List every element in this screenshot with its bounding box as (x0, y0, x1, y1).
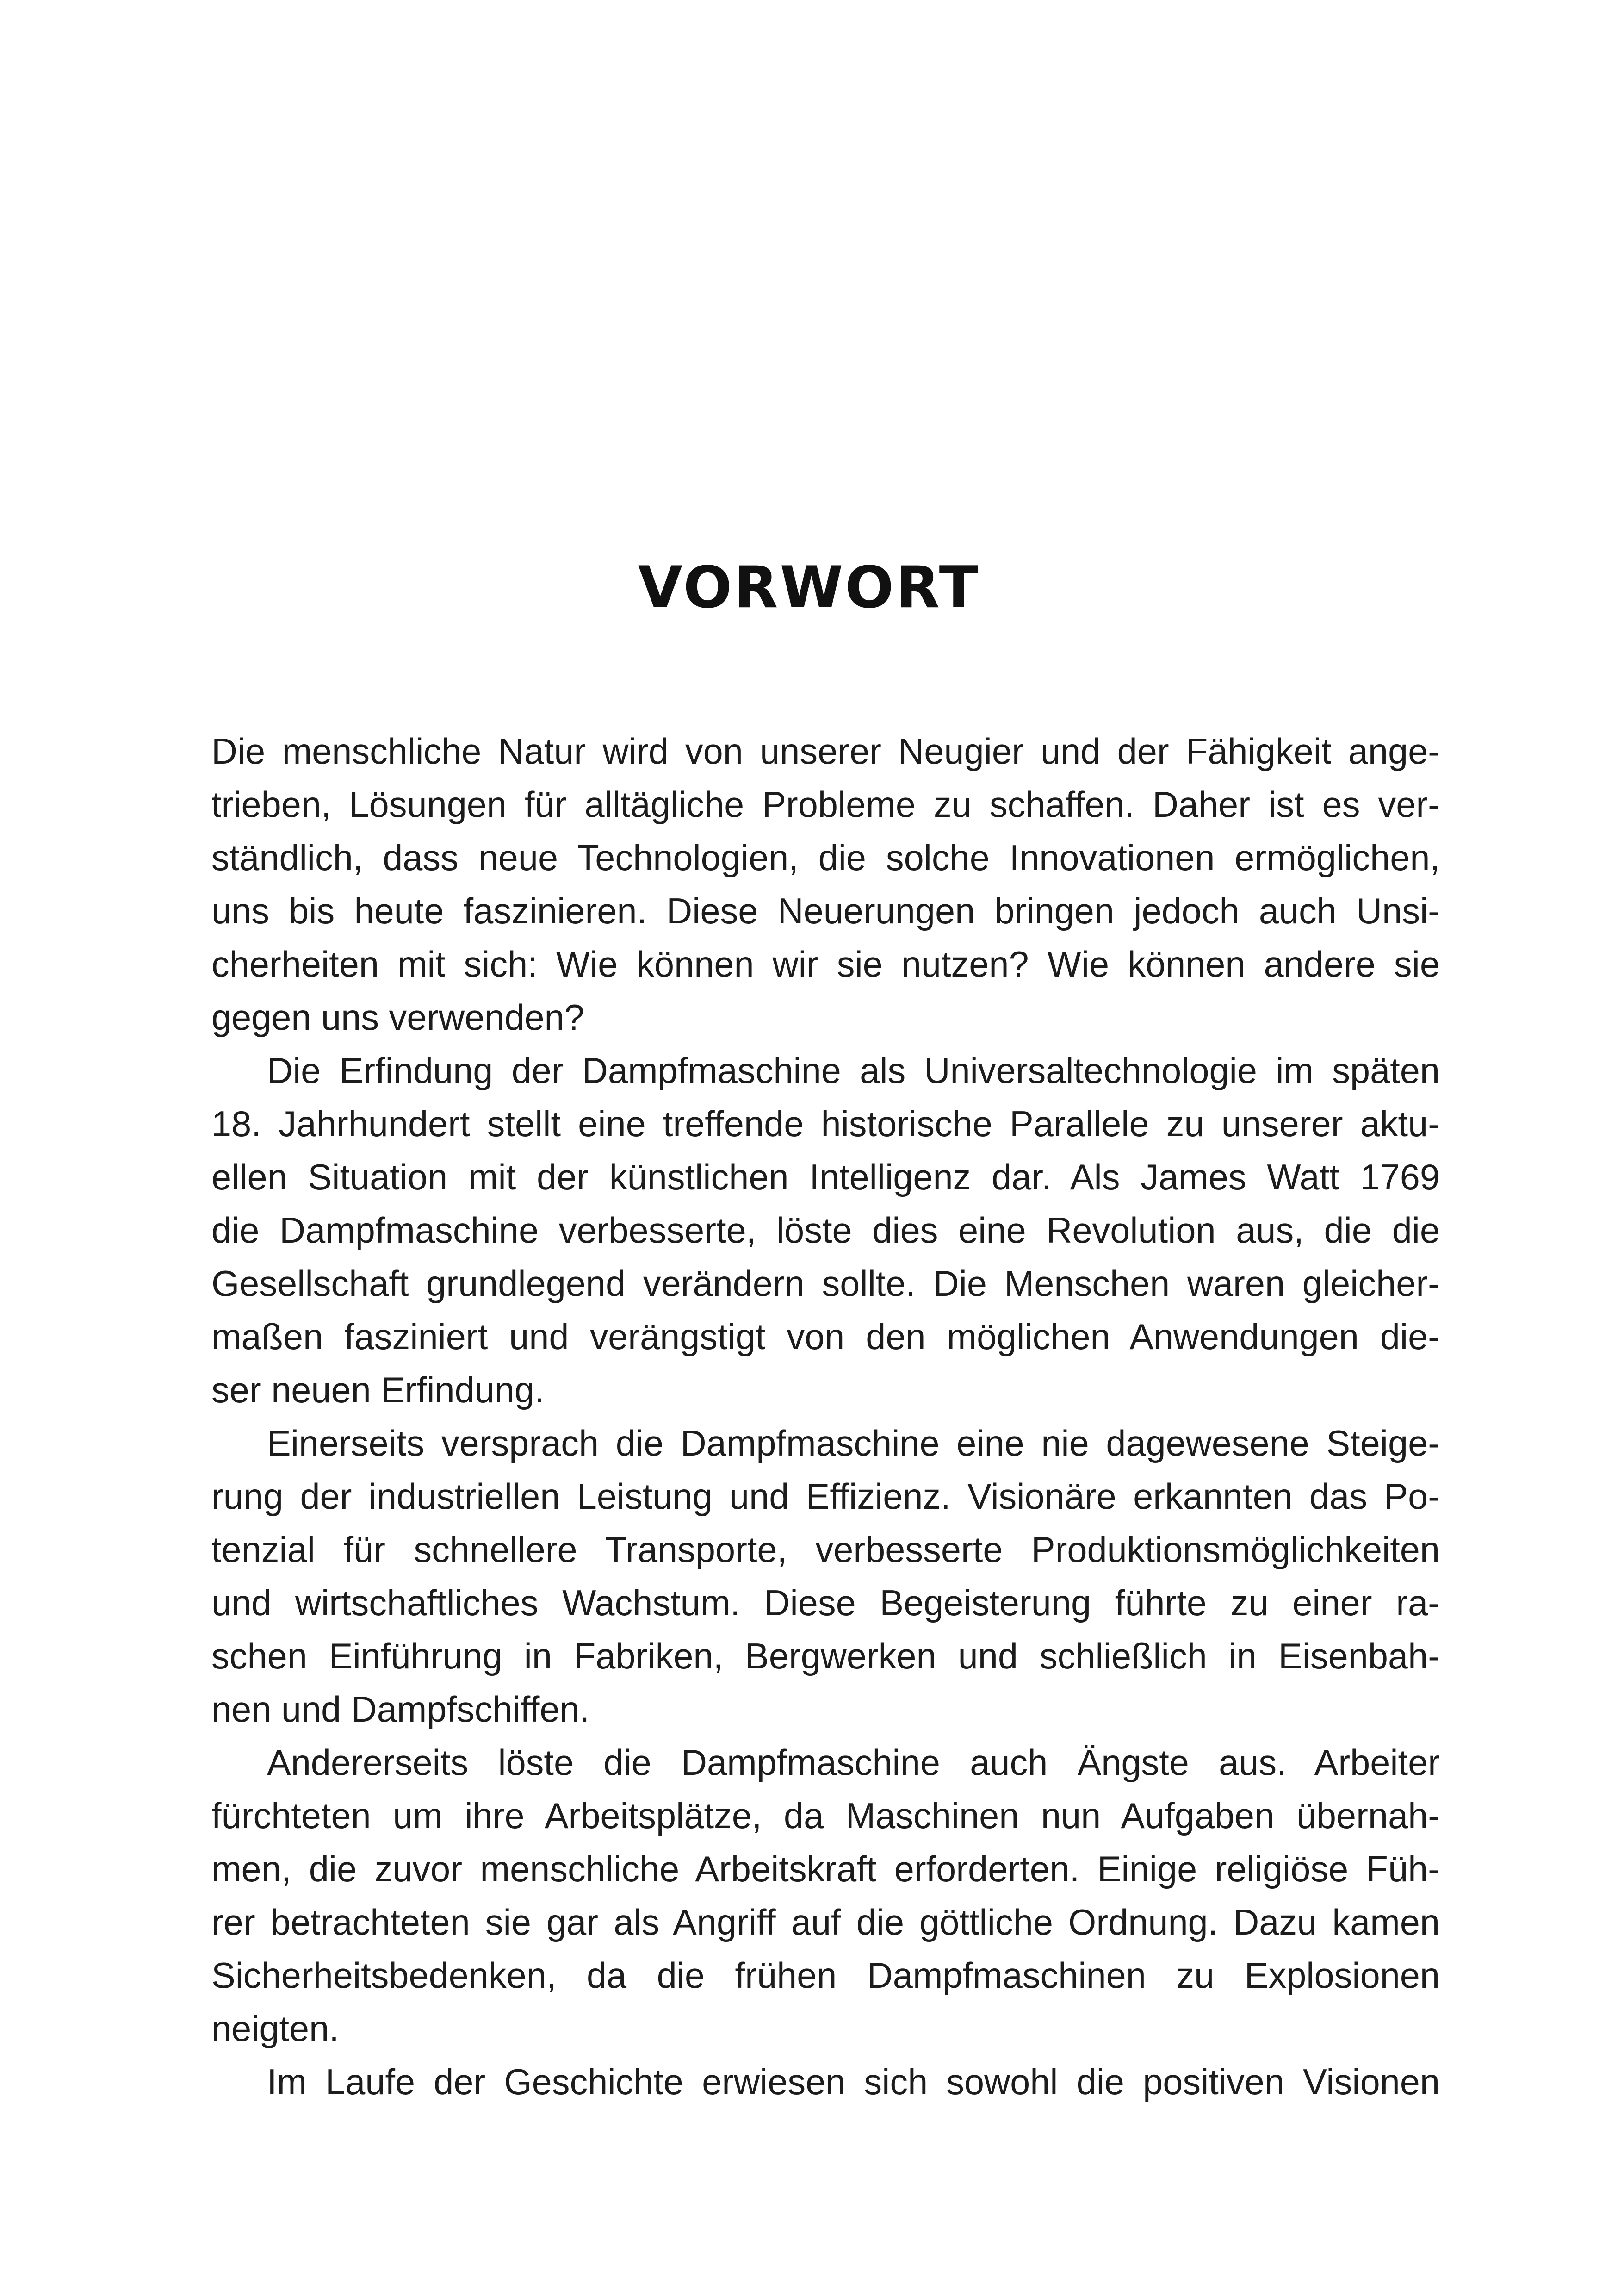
text-line: nen und Dampfschiffen. (211, 1690, 590, 1730)
text-line: rung der industriellen Leistung und Effizienz. Visionäre erkannten das Po- (211, 1477, 1440, 1517)
text-line: Im Laufe der Geschichte erwiesen sich sowohl die positiven Visionen (267, 2062, 1440, 2102)
text-line: Gesellschaft grundlegend verändern sollte. Die Menschen waren gleicher- (211, 1264, 1440, 1304)
paragraph (211, 1045, 1440, 1417)
text-line: Sicherheitsbedenken, da die frühen Dampfmaschinen zu Explosionen (211, 1956, 1440, 1996)
text-line: neigten. (211, 2009, 339, 2049)
chapter-title: VORWORT (638, 554, 980, 621)
paragraph (211, 725, 1440, 1045)
text-line: ser neuen Erfindung. (211, 1370, 545, 1410)
text-line: rer betrachteten sie gar als Angriff auf die göttliche Ordnung. Dazu kamen (211, 1903, 1440, 1942)
paragraph (211, 1736, 1440, 2056)
text-line: 18. Jahrhundert stellt eine treffende historische Parallele zu unserer aktu- (211, 1104, 1440, 1144)
paragraph (211, 1417, 1440, 1736)
text-line: gegen uns verwenden? (211, 998, 584, 1038)
text-line: Einerseits versprach die Dampfmaschine eine nie dagewesene Steige- (267, 1424, 1440, 1463)
text-line: men, die zuvor menschliche Arbeitskraft erforderten. Einige religiöse Füh- (211, 1849, 1440, 1889)
text-line: ellen Situation mit der künstlichen Intelligenz dar. Als James Watt 1769 (211, 1157, 1440, 1197)
text-line: und wirtschaftliches Wachstum. Diese Begeisterung führte zu einer ra- (211, 1583, 1440, 1623)
text-line: cherheiten mit sich: Wie können wir sie nutzen? Wie können andere sie (211, 945, 1440, 984)
text-line: die Dampfmaschine verbesserte, löste dies eine Revolution aus, die die (211, 1211, 1440, 1251)
text-line: maßen fasziniert und verängstigt von den möglichen Anwendungen die- (211, 1317, 1440, 1357)
text-line: Andererseits löste die Dampfmaschine auch Ängste aus. Arbeiter (267, 1743, 1440, 1783)
text-line: ständlich, dass neue Technologien, die solche Innovationen ermöglichen, (211, 838, 1440, 878)
text-line: Die Erfindung der Dampfmaschine als Universaltechnologie im späten (267, 1051, 1440, 1091)
paragraph (211, 2056, 1440, 2109)
body-text (211, 725, 1440, 2109)
text-line: uns bis heute faszinieren. Diese Neuerungen bringen jedoch auch Unsi- (211, 891, 1440, 931)
text-line: trieben, Lösungen für alltägliche Probleme zu schaffen. Daher ist es ver- (211, 785, 1440, 825)
text-line: tenzial für schnellere Transporte, verbesserte Produktionsmöglichkeiten (211, 1530, 1440, 1570)
text-line: fürchteten um ihre Arbeitsplätze, da Maschinen nun Aufgaben übernah- (211, 1796, 1440, 1836)
text-line: schen Einführung in Fabriken, Bergwerken und schließlich in Eisenbah- (211, 1636, 1440, 1676)
text-line: Die menschliche Natur wird von unserer Neugier und der Fähigkeit ange- (211, 732, 1440, 772)
